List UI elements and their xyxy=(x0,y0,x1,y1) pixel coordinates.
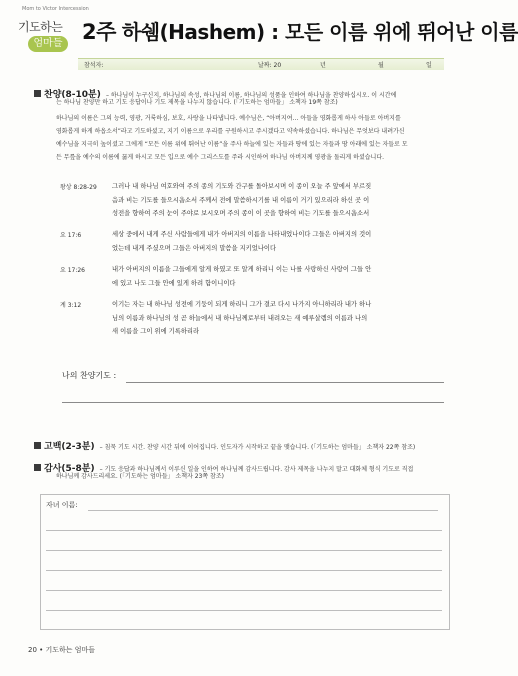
attendance-date-bar xyxy=(78,58,444,70)
square-bullet-icon xyxy=(34,464,41,471)
day-unit: 일 xyxy=(426,62,432,69)
writing-line[interactable] xyxy=(46,610,442,611)
praise-body-line: 예수님을 지극히 높이셨고 그에게 “모든 이름 위에 뛰어난 이름”을 주사 하늘에 있는 자들과 땅에 있는 자들과 땅 아래에 있는 자들로 모 xyxy=(56,141,408,148)
date-label: 날짜: 20 xyxy=(258,62,282,69)
verse-text: 내가 아버지의 이름을 그들에게 알게 하였고 또 알게 하리니 이는 나를 사랑하신 사랑이 그들 안 에 있고 나도 그들 안에 있게 하려 함이니이다 xyxy=(112,266,372,287)
confession-heading: 고백(2-3분) xyxy=(34,442,95,452)
verse-text: 세상 중에서 내게 주신 사람들에게 내가 아버지의 이름을 나타내었나이다 그들은 아버지의 것이 었는데 내게 주셨으며 그들은 아버지의 말씀을 지키었나이다 xyxy=(112,231,372,252)
square-bullet-icon xyxy=(34,90,41,97)
writing-line[interactable] xyxy=(46,590,442,591)
writing-line[interactable] xyxy=(46,530,442,531)
thanks-text-cont: 하나님께 감사드리세요. (「기도하는 엄마들」 소책자 23쪽 참조) xyxy=(56,473,224,480)
praise-body xyxy=(56,112,456,164)
praise-body-line: 든 무릎을 예수의 이름에 꿇게 하시고 모든 입으로 예수 그리스도를 주라 시인하여 하나님 아버지께 영광을 돌리게 하셨습니다. xyxy=(56,154,385,161)
thanks-heading: 감사(5-8분) xyxy=(34,464,95,474)
praise-body-line: 영화롭게 하게 하옵소서”라고 기도하셨고, 지기 이름으로 우리를 구원하시고 주시겠다고 약속하셨습니다. 하나님은 무엇보다 내려가신 xyxy=(56,128,405,135)
verse-ref: 요 17:6 xyxy=(60,232,82,239)
logo-line1: 기도하는 xyxy=(18,20,63,34)
verse-text: 그러나 내 하나님 여호와여 주의 종의 기도와 간구를 돌아보시며 이 종이 오늘 주 앞에서 부르짖 음과 비는 기도를 들으시옵소서 주께서 전에 말씀하시기를 내 이름이 거기 있으리라 하신 곳 이 성전을 향하여 주의 눈이 주야로 보시오며 주의 종이 이 곳을 향하여 비는 기도를 들으시옵소서 xyxy=(112,183,372,217)
writing-line[interactable] xyxy=(126,382,444,383)
page-footer: 20 • 기도하는 엄마들 xyxy=(28,646,96,654)
writing-line[interactable] xyxy=(46,570,442,571)
year-unit: 년 xyxy=(320,62,326,69)
child-name-label: 자녀 이름: xyxy=(46,501,78,509)
square-bullet-icon xyxy=(34,442,41,449)
praise-heading: 찬양(8-10분) xyxy=(34,90,101,100)
confession-text: – 침묵 기도 시간. 찬양 시간 뒤에 이어집니다. 인도자가 시작하고 끝을 맺습니다. (「기도하는 엄마들」 소책자 22쪽 참조) xyxy=(99,444,416,451)
month-unit: 월 xyxy=(378,62,384,69)
praise-intro-cont: 는 하나님 찬양만 하고 기도 응답이나 기도 제목을 나누지 않습니다. (「기도하는 엄마들」 소책자 19쪽 참조) xyxy=(56,99,338,106)
week-number: 2주 xyxy=(82,20,116,44)
logo-line2: 엄마들 xyxy=(28,36,68,52)
writing-line[interactable] xyxy=(62,402,444,403)
verse-text: 이기는 자는 내 하나님 성전에 기둥이 되게 하리니 그가 결코 다시 나가지 아니하리라 내가 하나 님의 이름과 하나님의 성 곧 하늘에서 내 하나님께로부터 내려오는 새 예루살렘의 이름과 나의 새 이름을 그이 위에 기록하리라 xyxy=(112,301,372,335)
praise-prayer-label: 나의 찬양기도 : xyxy=(62,371,117,380)
page-title xyxy=(82,16,518,46)
ministry-logo xyxy=(18,18,76,64)
attendee-label: 참석자: xyxy=(84,62,104,69)
verse-ref: 계 3:12 xyxy=(60,302,82,309)
thanks-text: – 기도 응답과 하나님께서 이루신 일을 인하여 하나님께 감사드립니다. 감사 제목을 나누지 말고 대화체 형식 기도로 직접 xyxy=(99,466,414,473)
praise-body-line: 하나님의 이름은 그의 능력, 영광, 거룩하심, 보호, 사랑을 나타냅니다. 예수님은, “아버지여… 아들을 영화롭게 하사 아들로 아버지를 xyxy=(56,115,401,122)
praise-intro: – 하나님이 누구신지, 하나님의 속성, 하나님의 이름, 하나님의 성품을 인하여 하나님을 찬양하십시오. 이 시간에 xyxy=(105,92,397,99)
child-name-line[interactable] xyxy=(88,510,438,511)
writing-line[interactable] xyxy=(46,550,442,551)
week-title: 하쉠(Hashem) : 모든 이름 위에 뛰어난 이름 xyxy=(121,20,518,44)
confession-section xyxy=(34,434,454,454)
verse-ref: 왕상 8:28-29 xyxy=(60,184,97,191)
header-tagline: Mom to Victor Intercession xyxy=(22,6,89,12)
verse-ref: 요 17:26 xyxy=(60,267,85,274)
